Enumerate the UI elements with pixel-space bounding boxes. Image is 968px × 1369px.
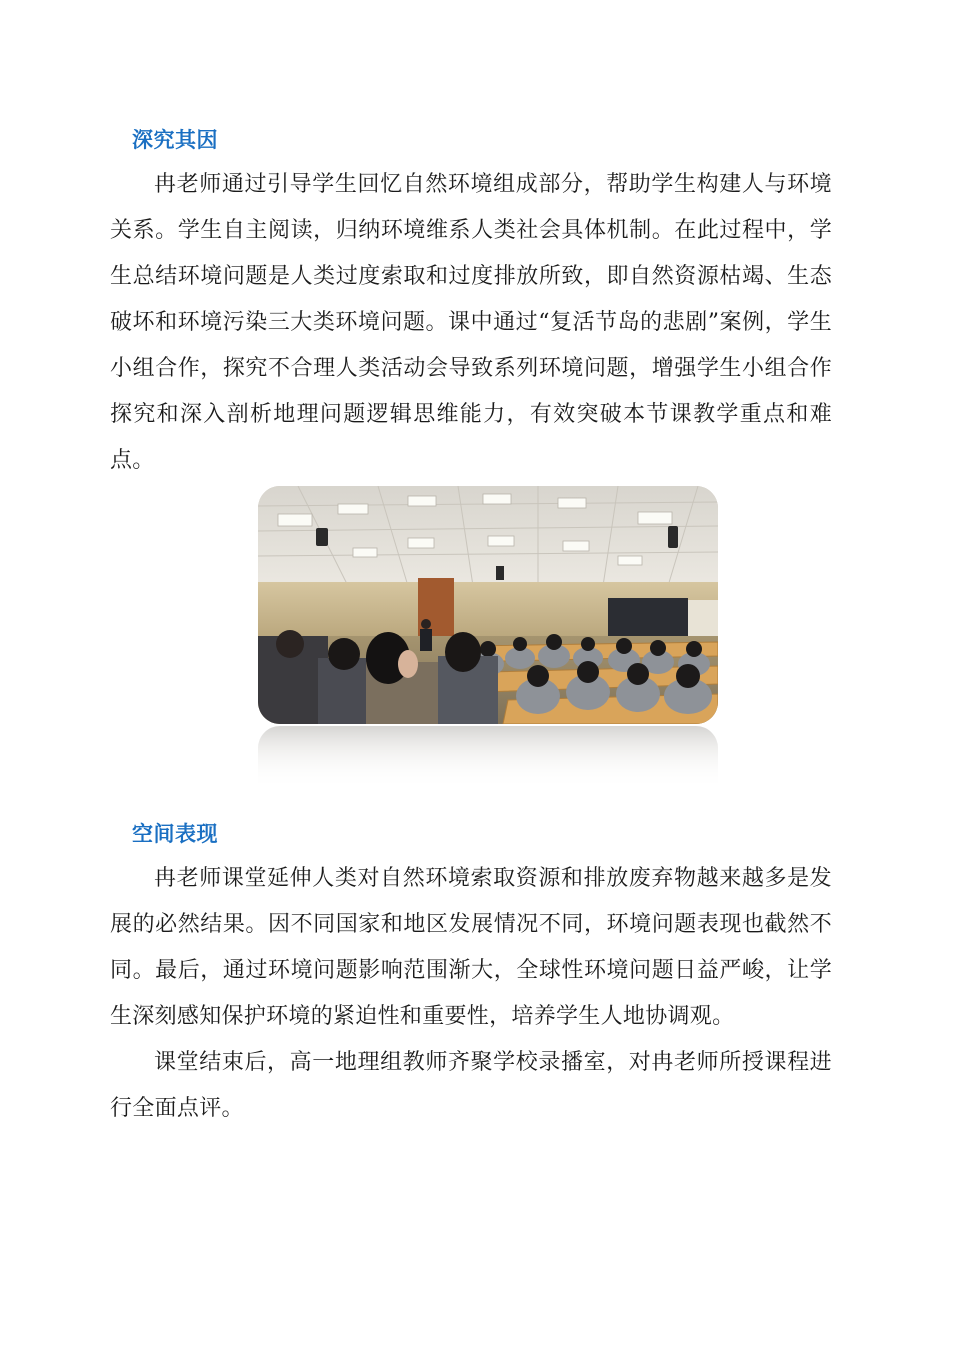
classroom-photo-frame	[258, 486, 718, 724]
section-body-spatial-expression	[110, 856, 832, 1132]
section-heading-explore-causes: 深究其因	[132, 128, 218, 152]
paragraph: 课堂结束后，高一地理组教师齐聚学校录播室，对冉老师所授课程进行全面点评。	[110, 1050, 832, 1121]
classroom-photo-reflection	[258, 726, 718, 788]
classroom-photo	[258, 486, 718, 724]
paragraph: 冉老师课堂延伸人类对自然环境索取资源和排放废弃物越来越多是发展的必然结果。因不同国家和地区发展情况不同，环境问题表现也截然不同。最后，通过环境问题影响范围渐大，全球性环境问题日益严峻，让学生深刻感知保护环境的紧迫性和重要性，培养学生人地协调观。	[110, 866, 832, 1029]
section-body-explore-causes	[110, 162, 832, 484]
paragraph: 冉老师通过引导学生回忆自然环境组成部分，帮助学生构建人与环境关系。学生自主阅读，归纳环境维系人类社会具体机制。在此过程中，学生总结环境问题是人类过度索取和过度排放所致，即自然资源枯竭、生态破坏和环境污染三大类环境问题。课中通过“复活节岛的悲剧”案例，学生小组合作，探究不合理人类活动会导致系列环境问题，增强学生小组合作探究和深入剖析地理问题逻辑思维能力，有效突破本节课教学重点和难点。	[110, 172, 832, 473]
section-heading-spatial-expression: 空间表现	[132, 822, 218, 846]
